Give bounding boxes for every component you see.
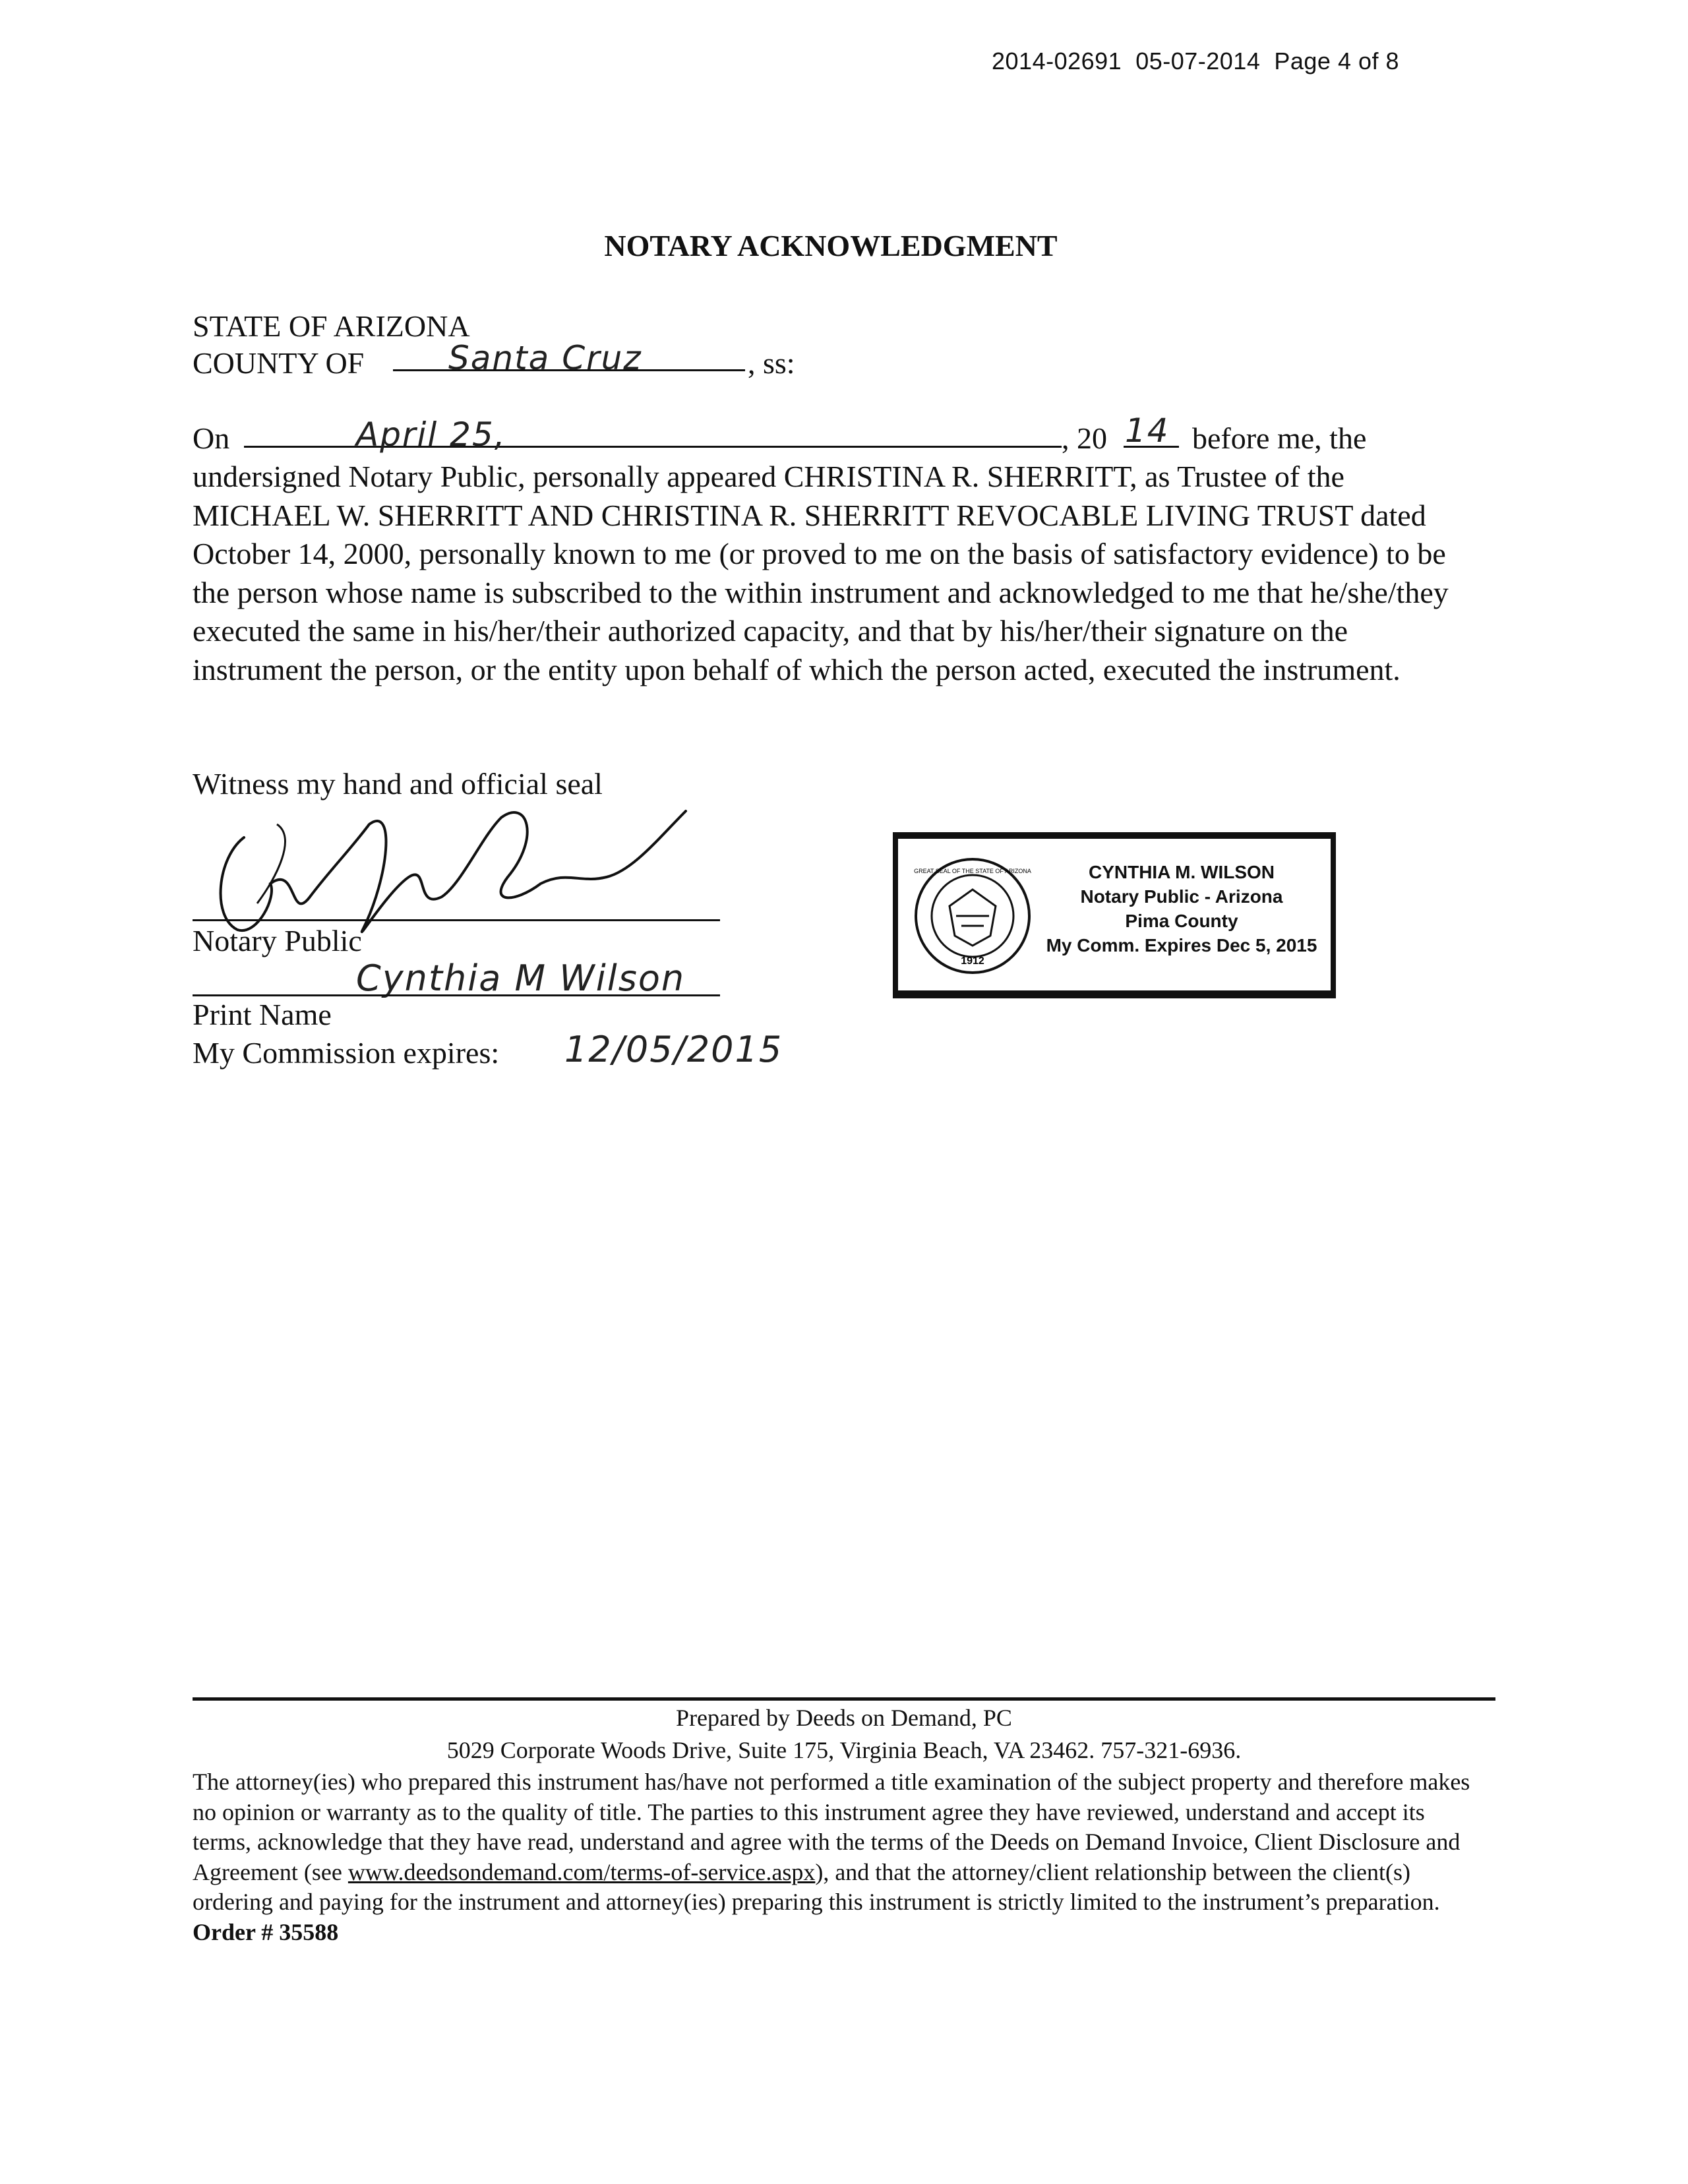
on-label: On [193, 421, 230, 455]
document-reference [992, 47, 1399, 75]
acknowledgment-body: undersigned Notary Public, personally appeared CHRISTINA R. SHERRITT, as Trustee of the MICHAEL W. SHERRITT AND CHRISTINA R. SHERRITT REVOCABLE LIVING TRUST dated October 14, 2000, personally known to me (or proved to me on the basis of satisfactory evidence) to be the person whose name is subscribed to the within instrument and acknowledged to me that he/she/they executed the same in his/her/their authorized capacity, and that by his/her/their signature on the instrument the person, or the entity upon behalf of which the person acted, executed the instrument. [193, 460, 1449, 686]
stamp-text [1030, 860, 1333, 957]
witness-line: Witness my hand and official seal [193, 767, 603, 801]
commission-handwritten: 12/05/2015 [564, 1029, 783, 1070]
document-date: 05-07-2014 [1135, 47, 1261, 75]
order-number: Order # 35588 [193, 1918, 339, 1945]
date-handwritten: April 25, [356, 415, 506, 454]
county-label: COUNTY OF [193, 346, 365, 380]
stamp-notary-name: CYNTHIA M. WILSON [1088, 862, 1275, 882]
print-name-label: Print Name [193, 998, 332, 1031]
seal-text: GREAT SEAL OF THE STATE OF ARIZONA [914, 868, 1031, 874]
stamp-notary-title: Notary Public - Arizona [1080, 886, 1283, 907]
notary-public-label: Notary Public [193, 924, 362, 957]
stamp-county: Pima County [1125, 911, 1238, 931]
notary-signature-line [193, 919, 720, 921]
stamp-expiration: My Comm. Expires Dec 5, 2015 [1046, 935, 1317, 956]
county-handwritten: Santa Cruz [448, 339, 642, 377]
footer-disclaimer [193, 1767, 1485, 1947]
notary-seal-stamp [893, 832, 1336, 998]
prepared-by: Prepared by Deeds on Demand, PC [676, 1705, 1012, 1731]
before-me: before me, the [1192, 421, 1367, 455]
state-seal-icon [910, 853, 1035, 979]
terms-link[interactable]: www.deedsondemand.com/terms-of-service.aspx [347, 1858, 816, 1885]
year-handwritten: 14 [1125, 411, 1170, 450]
seal-year: 1912 [961, 956, 984, 967]
document-number: 2014-02691 [992, 47, 1122, 75]
year-prefix: , 20 [1062, 421, 1107, 455]
print-name-handwritten: Cynthia M Wilson [356, 957, 686, 999]
page-info: Page 4 of 8 [1274, 47, 1400, 75]
preparer-address: 5029 Corporate Woods Drive, Suite 175, Virginia Beach, VA 23462. 757-321-6936. [446, 1737, 1242, 1763]
disclaimer-text-post: ), and that the attorney/client relationship between the client(s) ordering and paying for the instrument and attorney(ies) preparing this instrument is strictly limited to the instrument’s preparation. [193, 1858, 1440, 1915]
footer-divider [193, 1697, 1495, 1701]
commission-label: My Commission expires: [193, 1036, 500, 1070]
state-line: STATE OF ARIZONA [193, 309, 470, 343]
ss-label: , ss: [748, 346, 795, 380]
page-title: NOTARY ACKNOWLEDGMENT [604, 229, 1058, 262]
disclaimer-text-pre: The attorney(ies) who prepared this instrument has/have not performed a title examination of the subject property and therefore makes no opinion or warranty as to the quality of title. The parties to this instrument agree they have reviewed, understand and accept its terms, acknowledge that they have read, understand and agree with the terms of the Deeds on Demand Invoice, Client Disclosure and Agreement (see [193, 1769, 1470, 1885]
